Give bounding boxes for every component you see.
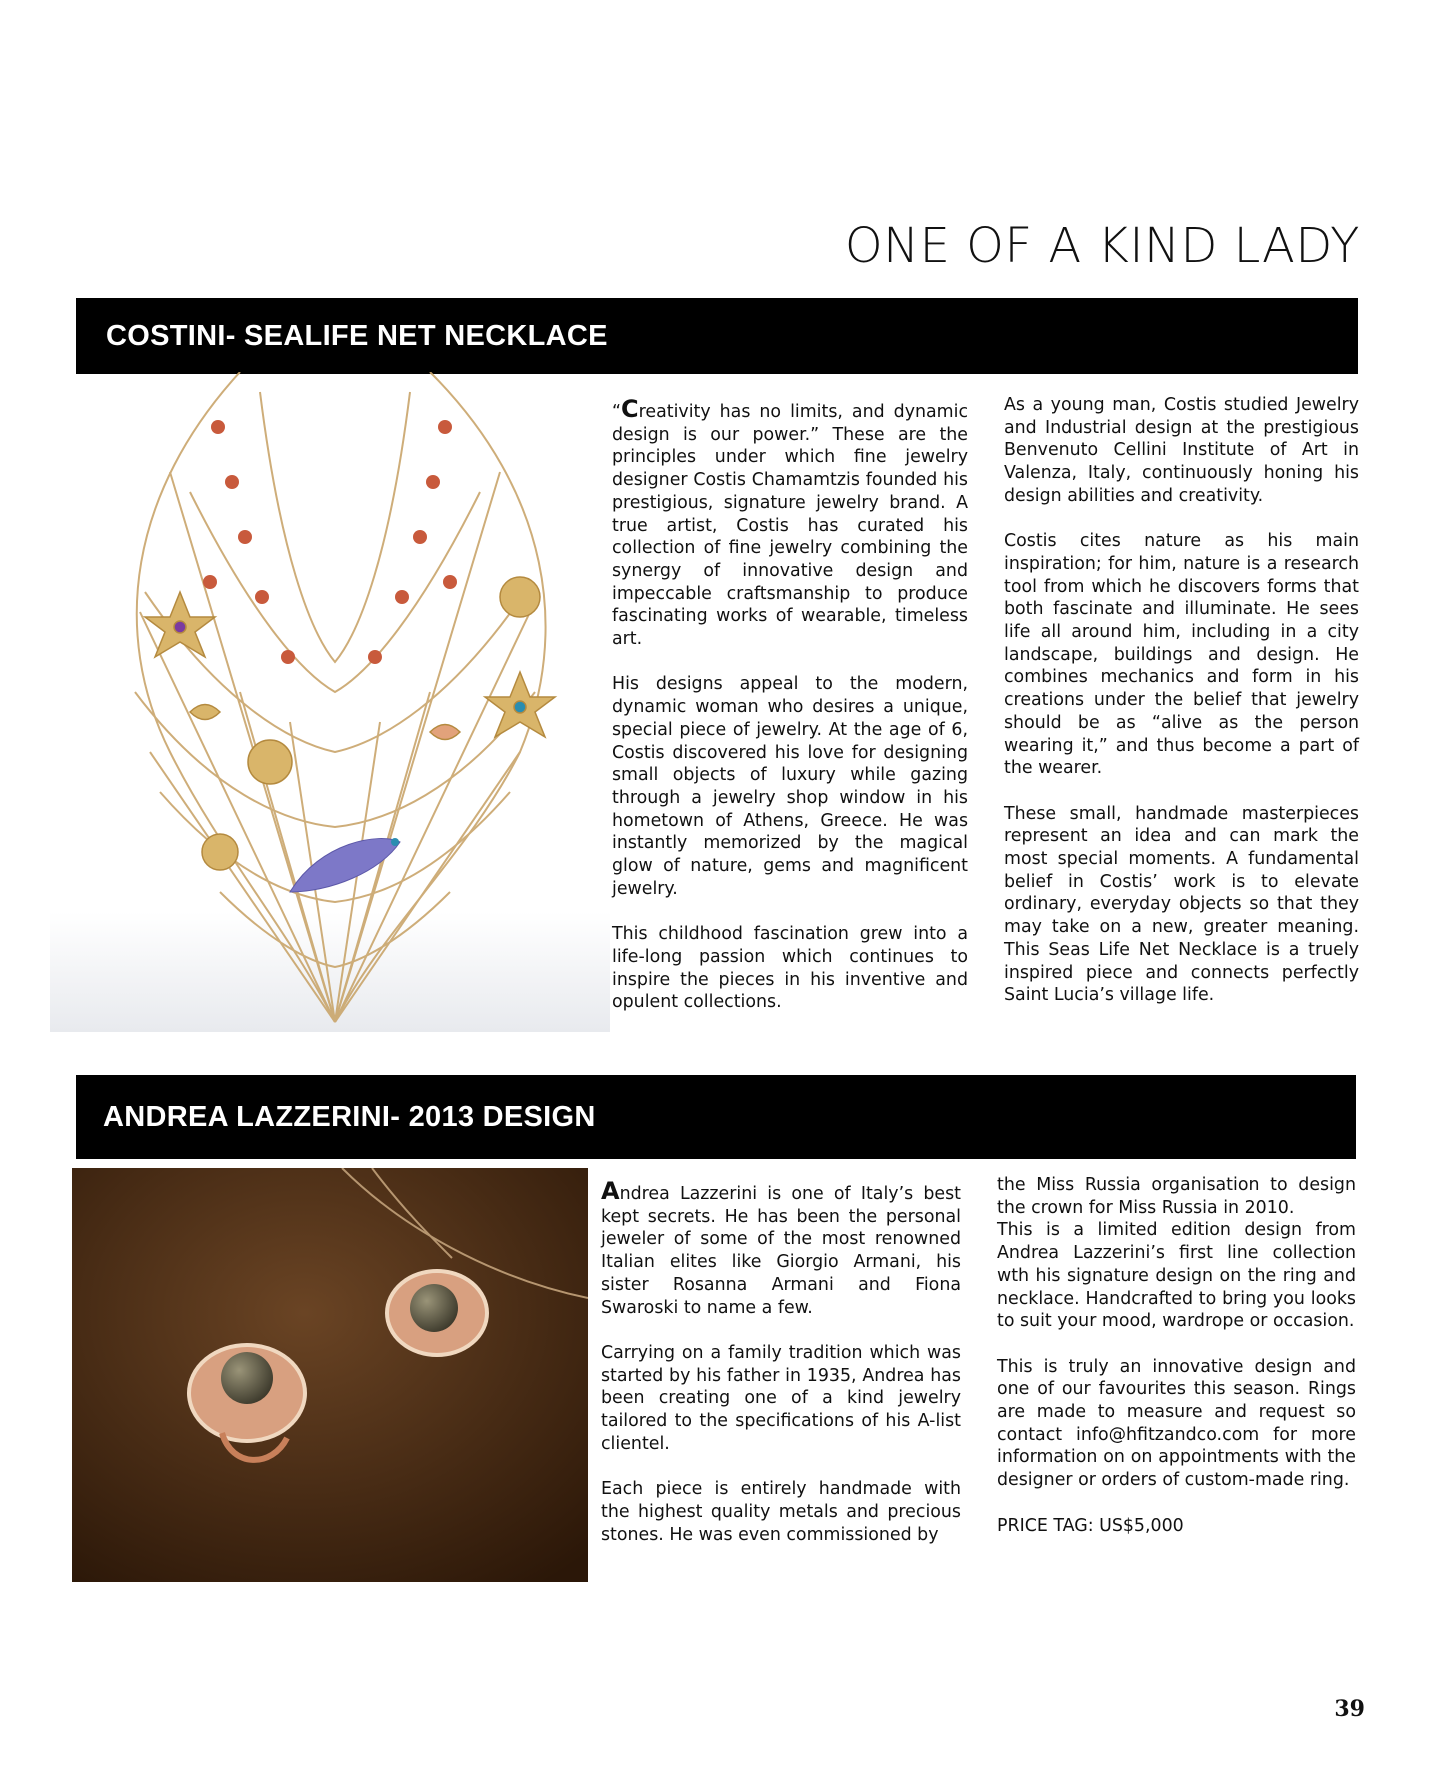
section-heading: ANDREA LAZZERINI- 2013 DESIGN [103, 1101, 596, 1133]
jewelry-photo [72, 1168, 588, 1582]
section-banner-costini [76, 298, 1358, 374]
price-tag: PRICE TAG: US$5,000 [997, 1515, 1184, 1536]
paragraph: the Miss Russia organisation to design the crown for Miss Russia in 2010. [997, 1175, 1356, 1218]
paragraph: His designs appeal to the modern, dynamic woman who desires a unique, special piece of jewelry. At the age of 6, Costis discovered his love for designing small objects of luxury while gazing through a jewelry shop window in his hometown of Athens, Greece. He was instantly memorized by the magical glow of nature, gems and magnificent jewelry. [612, 674, 968, 899]
page-title: ONE OF A KIND LADY [844, 218, 1360, 274]
paragraph: This is truly an innovative design and one of our favourites this season. Rings are made to measure and request so contact info@hfitzandco.com for more information on on appointments with the designer or orders of custom-made ring. [997, 1356, 1356, 1491]
paragraph [612, 395, 968, 651]
paragraph: As a young man, Costis studied Jewelry and Industrial design at the prestigious Benvenuto Cellini Institute of Art in Valenza, Italy, continuously honing his design abilities and creativity. [1004, 395, 1359, 506]
page-number: 39 [1334, 1696, 1365, 1722]
drop-cap: A [601, 1177, 620, 1205]
costini-column-2 [1004, 394, 1359, 1007]
lazzerini-column-1 [601, 1177, 961, 1546]
paragraph: Costis cites nature as his main inspiration; for him, nature is a research tool from which he discovers forms that both fascinate and illuminate. He sees life all around him, including in a city landscape, buildings and design. He combines mechanics and form in his creations under the belief that jewelry should be as “alive as the person wearing it,” and thus become a part of the wearer. [1004, 531, 1359, 779]
drop-cap: C [621, 395, 639, 423]
paragraph-text: ndrea Lazzerini is one of Italy’s best kept secrets. He has been the personal jeweler of some of the most renowned Italian elites like Giorgio Armani, his sister Rosanna Armani and Fiona Swaroski to name a few. [601, 1184, 961, 1318]
paragraph [601, 1177, 961, 1319]
paragraph: Each piece is entirely handmade with the highest quality metals and precious stones. He was even commissioned by [601, 1479, 961, 1545]
paragraph: This is a limited edition design from Andrea Lazzerini’s first line collection wth his signature design on the ring and necklace. Handcrafted to bring you looks to suit your mood, wardrope or occasion. [997, 1220, 1356, 1332]
paragraph-text: reativity has no limits, and dynamic design is our power.” These are the principles under which fine jewelry designer Costis Chamamtzis founded his prestigious, signature jewelry brand. A true artist, Costis has curated his collection of fine jewelry combining the synergy of innovative design and impeccable craftsmanship to produce fascinating works of wearable, timeless art. [612, 402, 968, 650]
lazzerini-column-2 [997, 1174, 1356, 1537]
paragraph: This childhood fascination grew into a life-long passion which continues to inspire the pieces in his inventive and opulent collections. [612, 924, 968, 1013]
necklace-photo [50, 372, 610, 1032]
costini-column-1 [612, 395, 968, 1014]
paragraph: These small, handmade masterpieces represent an idea and can mark the most special moments. A fundamental belief in Costis’ work is to elevate ordinary, everyday objects so that they may take on a new, greater meaning. This Seas Life Net Necklace is a truely inspired piece and connects perfectly Saint Lucia’s village life. [1004, 803, 1359, 1006]
open-quote: “ [612, 402, 622, 422]
section-banner-lazzerini [76, 1075, 1356, 1159]
section-heading: COSTINI- SEALIFE NET NECKLACE [106, 320, 608, 352]
paragraph: Carrying on a family tradition which was started by his father in 1935, Andrea has been creating one of a kind jewelry tailored to the specifications of his A-list clientel. [601, 1342, 961, 1454]
